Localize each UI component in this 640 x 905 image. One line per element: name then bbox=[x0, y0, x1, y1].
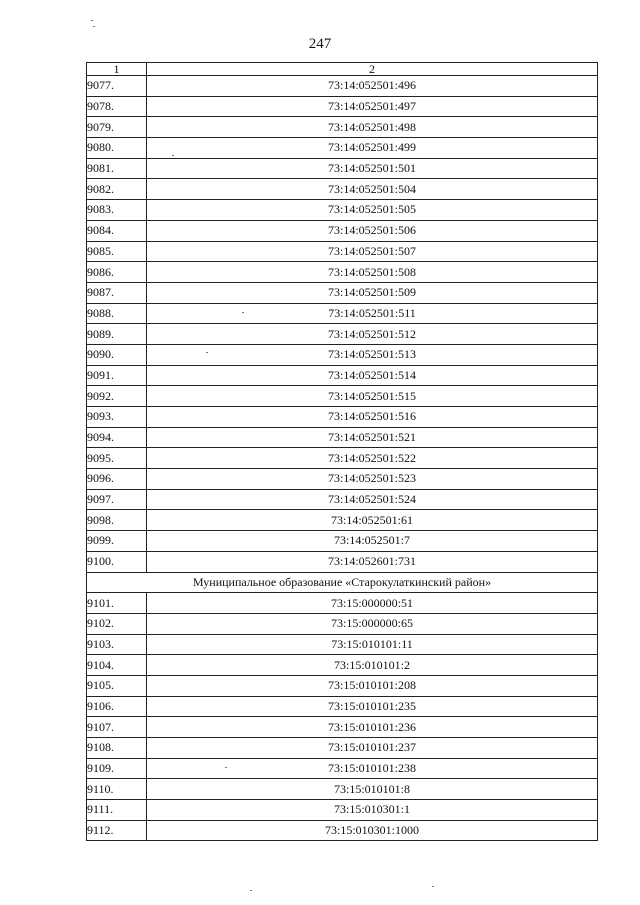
row-number: 9090. bbox=[87, 344, 147, 365]
table-row bbox=[87, 655, 598, 676]
cadastral-number: 73:14:052501:499 bbox=[147, 138, 598, 159]
row-number: 9077. bbox=[87, 76, 147, 97]
row-number: 9080. bbox=[87, 138, 147, 159]
cadastral-number: 73:15:010101:237 bbox=[147, 738, 598, 759]
section-row bbox=[87, 572, 598, 593]
column-header-number: 1 bbox=[87, 63, 147, 76]
table-row bbox=[87, 593, 598, 614]
table-row bbox=[87, 220, 598, 241]
table-row bbox=[87, 448, 598, 469]
row-number: 9099. bbox=[87, 531, 147, 552]
scan-speck bbox=[93, 26, 95, 27]
row-number: 9107. bbox=[87, 717, 147, 738]
table-row bbox=[87, 613, 598, 634]
scan-speck bbox=[242, 312, 244, 313]
cadastral-number: 73:14:052601:731 bbox=[147, 551, 598, 572]
cadastral-number: 73:15:010101:238 bbox=[147, 758, 598, 779]
table-row bbox=[87, 200, 598, 221]
row-number: 9083. bbox=[87, 200, 147, 221]
table-row bbox=[87, 386, 598, 407]
cadastral-number: 73:15:010101:11 bbox=[147, 634, 598, 655]
cadastral-number: 73:15:010101:208 bbox=[147, 675, 598, 696]
table-row bbox=[87, 696, 598, 717]
table-row bbox=[87, 634, 598, 655]
row-number: 9089. bbox=[87, 324, 147, 345]
row-number: 9094. bbox=[87, 427, 147, 448]
table-row bbox=[87, 158, 598, 179]
cadastral-number: 73:15:010101:8 bbox=[147, 779, 598, 800]
scan-speck bbox=[172, 155, 174, 156]
scan-speck bbox=[206, 352, 208, 353]
cadastral-number: 73:14:052501:504 bbox=[147, 179, 598, 200]
row-number: 9079. bbox=[87, 117, 147, 138]
row-number: 9096. bbox=[87, 469, 147, 490]
table-row bbox=[87, 489, 598, 510]
table-row bbox=[87, 324, 598, 345]
table-row bbox=[87, 779, 598, 800]
table-body-section-a bbox=[87, 76, 598, 573]
row-number: 9088. bbox=[87, 303, 147, 324]
table-row bbox=[87, 76, 598, 97]
row-number: 9097. bbox=[87, 489, 147, 510]
row-number: 9086. bbox=[87, 262, 147, 283]
scan-speck bbox=[225, 767, 227, 768]
table-row bbox=[87, 510, 598, 531]
cadastral-number: 73:15:000000:65 bbox=[147, 613, 598, 634]
table-row bbox=[87, 117, 598, 138]
cadastral-number: 73:14:052501:513 bbox=[147, 344, 598, 365]
table-row bbox=[87, 427, 598, 448]
cadastral-number: 73:15:010101:2 bbox=[147, 655, 598, 676]
table-row bbox=[87, 758, 598, 779]
row-number: 9093. bbox=[87, 407, 147, 428]
cadastral-number: 73:14:052501:515 bbox=[147, 386, 598, 407]
table-row bbox=[87, 800, 598, 821]
table-row bbox=[87, 282, 598, 303]
cadastral-number: 73:14:052501:497 bbox=[147, 96, 598, 117]
table-row bbox=[87, 675, 598, 696]
table-row bbox=[87, 179, 598, 200]
row-number: 9078. bbox=[87, 96, 147, 117]
table-row bbox=[87, 717, 598, 738]
row-number: 9100. bbox=[87, 551, 147, 572]
cadastral-number: 73:14:052501:509 bbox=[147, 282, 598, 303]
table-row bbox=[87, 551, 598, 572]
table-section-heading bbox=[87, 572, 598, 593]
cadastral-number: 73:14:052501:514 bbox=[147, 365, 598, 386]
table-row bbox=[87, 407, 598, 428]
cadastral-number: 73:14:052501:516 bbox=[147, 407, 598, 428]
page-number: 247 bbox=[308, 36, 332, 52]
table-row bbox=[87, 241, 598, 262]
table-row bbox=[87, 262, 598, 283]
row-number: 9112. bbox=[87, 820, 147, 841]
cadastral-number: 73:14:052501:496 bbox=[147, 76, 598, 97]
table-row bbox=[87, 820, 598, 841]
table-row bbox=[87, 365, 598, 386]
cadastral-number: 73:14:052501:508 bbox=[147, 262, 598, 283]
row-number: 9082. bbox=[87, 179, 147, 200]
row-number: 9095. bbox=[87, 448, 147, 469]
row-number: 9098. bbox=[87, 510, 147, 531]
row-number: 9101. bbox=[87, 593, 147, 614]
scan-speck bbox=[91, 20, 93, 21]
row-number: 9087. bbox=[87, 282, 147, 303]
cadastral-table bbox=[86, 62, 598, 841]
cadastral-number: 73:15:000000:51 bbox=[147, 593, 598, 614]
table-header-row bbox=[87, 63, 598, 76]
cadastral-number: 73:14:052501:501 bbox=[147, 158, 598, 179]
cadastral-number: 73:15:010301:1000 bbox=[147, 820, 598, 841]
row-number: 9103. bbox=[87, 634, 147, 655]
cadastral-number: 73:14:052501:511 bbox=[147, 303, 598, 324]
row-number: 9091. bbox=[87, 365, 147, 386]
row-number: 9108. bbox=[87, 738, 147, 759]
row-number: 9110. bbox=[87, 779, 147, 800]
row-number: 9085. bbox=[87, 241, 147, 262]
row-number: 9104. bbox=[87, 655, 147, 676]
column-header-code: 2 bbox=[147, 63, 598, 76]
table-row bbox=[87, 138, 598, 159]
cadastral-number: 73:15:010301:1 bbox=[147, 800, 598, 821]
cadastral-number: 73:14:052501:512 bbox=[147, 324, 598, 345]
cadastral-number: 73:15:010101:236 bbox=[147, 717, 598, 738]
scan-speck bbox=[432, 886, 434, 887]
row-number: 9092. bbox=[87, 386, 147, 407]
row-number: 9111. bbox=[87, 800, 147, 821]
cadastral-number: 73:14:052501:522 bbox=[147, 448, 598, 469]
table-row bbox=[87, 303, 598, 324]
row-number: 9105. bbox=[87, 675, 147, 696]
scan-speck bbox=[250, 890, 252, 891]
table-body-section-b bbox=[87, 593, 598, 841]
row-number: 9106. bbox=[87, 696, 147, 717]
cadastral-number: 73:15:010101:235 bbox=[147, 696, 598, 717]
cadastral-number: 73:14:052501:505 bbox=[147, 200, 598, 221]
table-row bbox=[87, 738, 598, 759]
cadastral-number: 73:14:052501:521 bbox=[147, 427, 598, 448]
cadastral-number: 73:14:052501:7 bbox=[147, 531, 598, 552]
cadastral-number: 73:14:052501:523 bbox=[147, 469, 598, 490]
table-row bbox=[87, 344, 598, 365]
section-title: Муниципальное образование «Старокулаткинский район» bbox=[87, 572, 598, 593]
table-row bbox=[87, 531, 598, 552]
row-number: 9102. bbox=[87, 613, 147, 634]
cadastral-number: 73:14:052501:506 bbox=[147, 220, 598, 241]
row-number: 9109. bbox=[87, 758, 147, 779]
table-row bbox=[87, 96, 598, 117]
row-number: 9081. bbox=[87, 158, 147, 179]
cadastral-number: 73:14:052501:524 bbox=[147, 489, 598, 510]
table-row bbox=[87, 469, 598, 490]
cadastral-number: 73:14:052501:61 bbox=[147, 510, 598, 531]
cadastral-number: 73:14:052501:507 bbox=[147, 241, 598, 262]
row-number: 9084. bbox=[87, 220, 147, 241]
cadastral-number: 73:14:052501:498 bbox=[147, 117, 598, 138]
